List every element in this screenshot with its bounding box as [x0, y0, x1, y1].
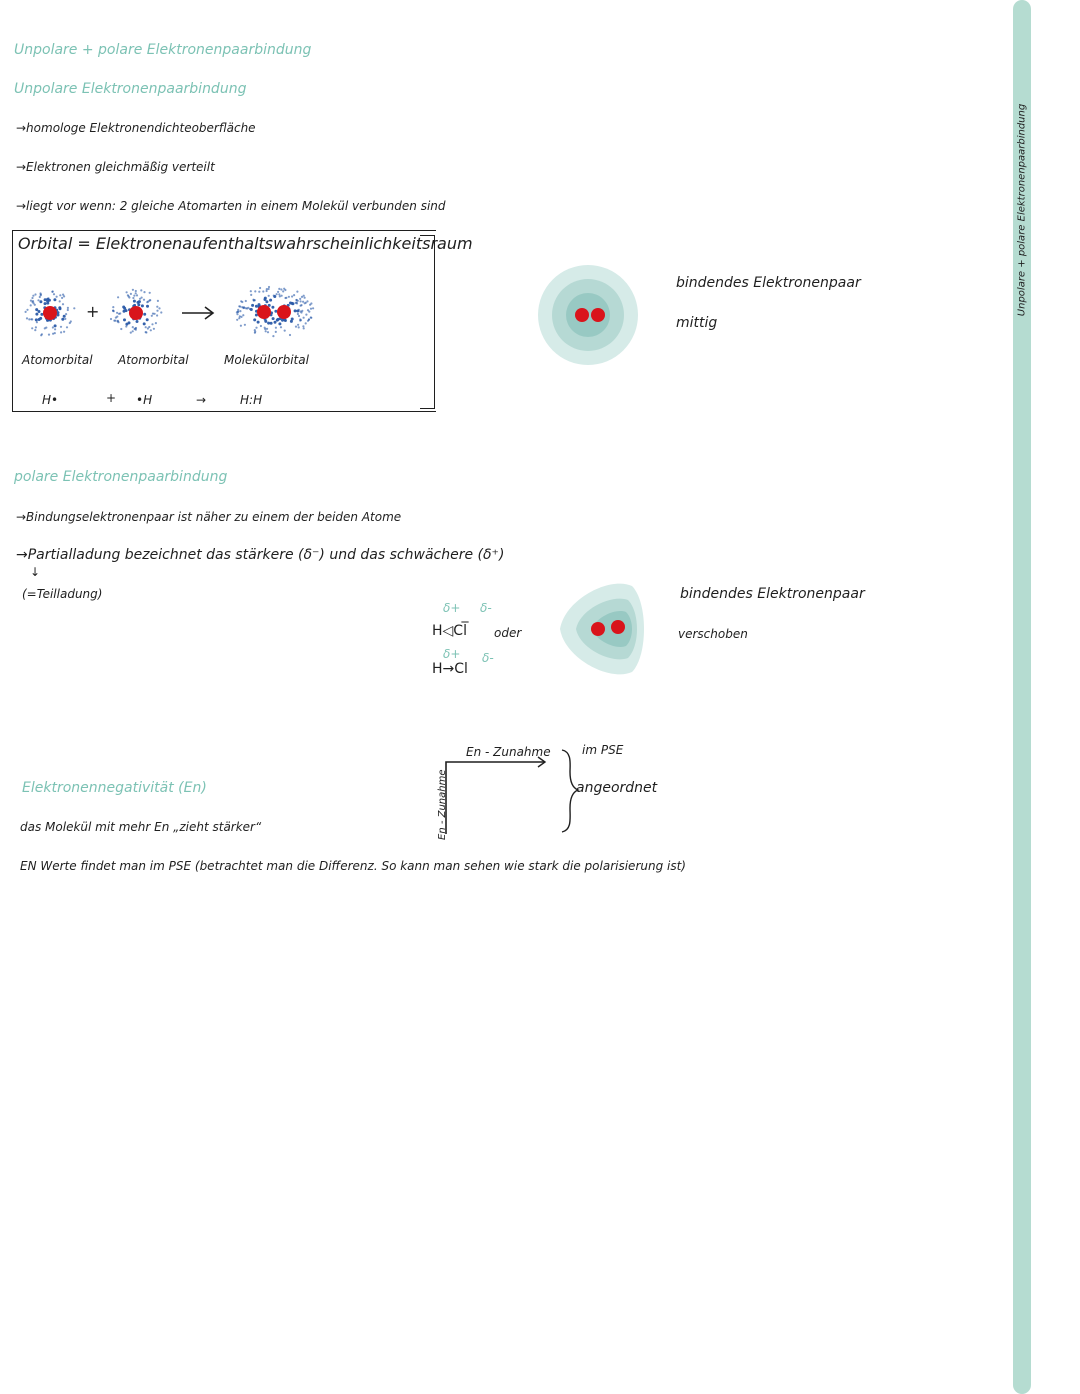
- label-atomorbital-2: Atomorbital: [118, 353, 189, 367]
- electron-molecule-right: [277, 305, 291, 319]
- equation-product: H:H: [240, 393, 263, 407]
- down-arrow: ↓: [30, 565, 41, 579]
- en-axes: [437, 750, 580, 840]
- axis-label-vertical: En - Zunahme: [437, 769, 448, 840]
- caption-nonpolar-1: bindendes Elektronenpaar: [676, 275, 861, 291]
- unpolar-line-3: →liegt vor wenn: 2 gleiche Atomarten in einem Molekül verbunden sind: [16, 199, 446, 213]
- orbital-diagram: [12, 280, 432, 360]
- brace-label-angeordnet: angeordnet: [576, 780, 658, 796]
- polar-line-1: →Bindungselektronenpaar ist näher zu einem der beiden Atome: [16, 510, 402, 524]
- formula-hcl-2: H→Cl: [432, 661, 468, 677]
- heading-en: Elektronennegativität (En): [22, 780, 207, 796]
- heading-unpolar: Unpolare Elektronenpaarbindung: [14, 81, 247, 97]
- nonpolar-electron-cloud: [538, 265, 638, 365]
- formula-oder: oder: [494, 626, 522, 640]
- delta-plus-1: δ+: [443, 601, 461, 615]
- side-tab-label: Unpolare + polare Elektronenpaarbindung: [1016, 103, 1028, 317]
- en-line-2: EN Werte findet man im PSE (betrachtet man die Differenz. So kann man sehen wie stark die polarisierung ist): [20, 859, 686, 873]
- delta-minus-2: δ-: [482, 651, 494, 665]
- electron-molecule-left: [257, 305, 271, 319]
- polar-electron-cloud: [540, 574, 650, 684]
- electron-left: [591, 622, 605, 636]
- electron-right: [591, 308, 605, 322]
- heading-polar: polare Elektronenpaarbindung: [14, 469, 228, 485]
- axis-label-horizontal: En - Zunahme: [466, 745, 551, 759]
- formula-hcl-1: H◁Cl̅: [432, 623, 467, 639]
- label-atomorbital-1: Atomorbital: [22, 353, 93, 367]
- unpolar-line-1: →homologe Elektronendichteoberfläche: [16, 121, 256, 135]
- label-molekuelorbital: Molekülorbital: [224, 353, 309, 367]
- equation-h2: •H: [136, 393, 153, 407]
- orbital-plus: +: [86, 302, 100, 321]
- orbital-definition: Orbital = Elektronenaufenthaltswahrscheinlichkeitsraum: [18, 234, 473, 253]
- delta-plus-2: δ+: [443, 647, 461, 661]
- electron-left: [575, 308, 589, 322]
- equation-arrow: →: [196, 393, 207, 407]
- electron-atom2: [129, 306, 143, 320]
- page-title: Unpolare + polare Elektronenpaarbindung: [14, 42, 312, 58]
- electron-atom1: [43, 306, 57, 320]
- delta-minus-1: δ-: [480, 601, 492, 615]
- equation-h1: H•: [42, 393, 59, 407]
- en-line-1: das Molekül mit mehr En „zieht stärker“: [20, 820, 262, 834]
- caption-polar-1: bindendes Elektronenpaar: [680, 586, 865, 602]
- brace-label-pse: im PSE: [582, 743, 624, 757]
- electron-right: [611, 620, 625, 634]
- caption-nonpolar-2: mittig: [676, 315, 718, 331]
- caption-polar-2: verschoben: [678, 627, 748, 641]
- arrow-icon: [182, 307, 213, 319]
- teilladung-note: (=Teilladung): [22, 587, 103, 601]
- unpolar-line-2: →Elektronen gleichmäßig verteilt: [16, 160, 215, 174]
- equation-plus: +: [106, 391, 117, 405]
- polar-line-2: →Partialladung bezeichnet das stärkere (δ⁻) und das schwächere (δ⁺): [16, 547, 505, 563]
